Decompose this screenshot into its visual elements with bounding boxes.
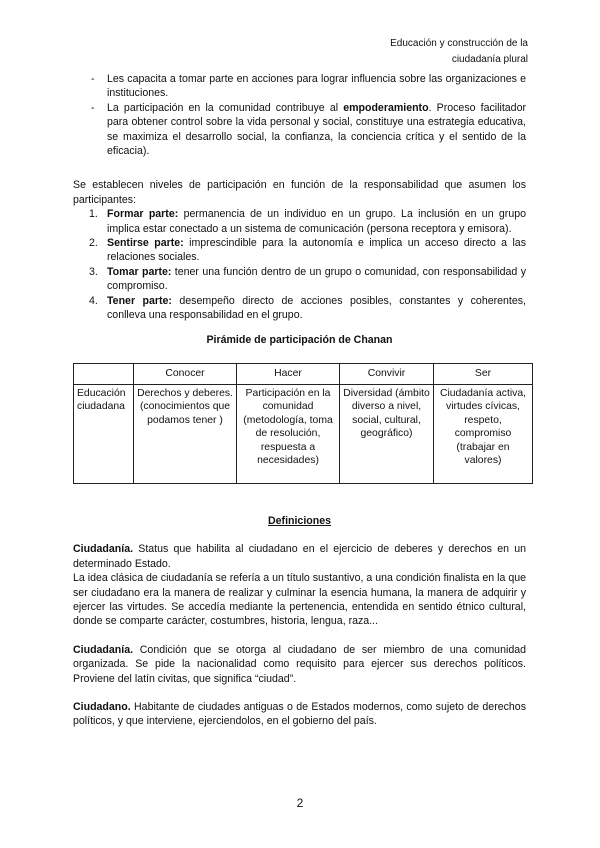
column-header: Hacer (237, 363, 340, 384)
participation-table (73, 363, 533, 484)
definition-term: Ciudadano. (73, 700, 131, 713)
table-header-row (74, 363, 533, 384)
header-line-1: Educación y construcción de la (390, 38, 528, 49)
column-header: Convivir (340, 363, 434, 384)
levels-intro: Se establecen niveles de participación en función de la responsabilidad que asumen los participantes: (73, 179, 526, 206)
table-title: Pirámide de participación de Chanan (206, 333, 393, 346)
definition-paragraph: Ciudadanía. Condición que se otorga al ciudadano de ser miembro de una comunidad organizada. Se pide la nacionalidad como requisito para ejercer sus derechos políticos. Proviene del latín civitas, que significa “ciudad”. (73, 643, 526, 685)
level-item: 3. Tomar parte: tener una función dentro de un grupo o comunidad, con responsabilidad y compromiso. (89, 265, 527, 293)
level-item: 1. Formar parte: permanencia de un individuo en un grupo. La inclusión en un grupo implica estar conectado a un sistema de comunicación (persona receptora y emisora). (89, 208, 526, 235)
definitions-title: Definiciones (268, 514, 331, 527)
level-item: 2. Sentirse parte: imprescindible para la autonomía e implica un acceso directo a las relaciones sociales. (89, 237, 526, 264)
definition-term: Ciudadanía. (73, 643, 134, 656)
column-header: Conocer (134, 363, 237, 384)
level-term: Formar parte: (107, 208, 179, 221)
definition-term: Ciudadanía. (73, 543, 134, 556)
definition-paragraph: Ciudadanía. Status que habilita al ciudadano en el ejercicio de deberes y derechos en un determinado Estado. (73, 543, 526, 570)
table-cell: Derechos y deberes. (conocimientos que podamos tener ) (134, 384, 237, 483)
table-row (74, 384, 533, 483)
table-cell: Ciudadanía activa, virtudes cívicas, respeto, compromiso (trabajar en valores) (434, 384, 533, 483)
page-number: 2 (296, 796, 304, 810)
header-line-2: ciudadanía plural (451, 54, 528, 65)
level-term: Tomar parte: (107, 265, 172, 278)
running-header (390, 36, 528, 68)
definition-extra: La idea clásica de ciudadanía se refería a un título sustantivo, a una condición finalista en la que ser ciudadano era la manera de realizar y culminar la esencia humana, la manera de adquirir y ejercer las virtudes. Se accedía mediante la pertenencia, entendida en sentido étnico cultural, donde se comparte carácter, costumbres, historia, lengua, raza... (73, 572, 526, 628)
definition-paragraph: Ciudadano. Habitante de ciudades antiguas o de Estados modernos, como sujeto de derechos políticos, y que interviene, ejerciendolos, en el gobierno del país. (73, 700, 526, 728)
table-cell: Diversidad (ámbito diverso a nivel, social, cultural, geográfico) (340, 384, 434, 483)
level-item: 4. Tener parte: desempeño directo de acciones posibles, constantes y coherentes, conlleva una responsabilidad en el grupo. (89, 294, 526, 322)
table-cell: Participación en la comunidad (metodología, toma de resolución, respuesta a necesidades) (237, 384, 340, 483)
levels-list (73, 207, 526, 322)
column-header: Ser (434, 363, 533, 384)
bullet-item: - La participación en la comunidad contribuye al empoderamiento. Proceso facilitador para obtener control sobre la vida personal y social, constituye una estrategia educativa, se maximiza el desarrollo social, la confianza, la conciencia crítica y el sentido de la eficacia). (73, 101, 526, 159)
row-header: Educación ciudadana (74, 384, 134, 483)
level-term: Tener parte: (107, 294, 172, 307)
table-corner-cell (74, 363, 134, 384)
page-content (73, 72, 526, 729)
bullet-item: - Les capacita a tomar parte en acciones para lograr influencia sobre las organizaciones e instituciones. (73, 72, 526, 101)
emphasis-term: empoderamiento (343, 101, 429, 114)
level-term: Sentirse parte: (107, 237, 184, 250)
bullet-list (73, 72, 526, 158)
